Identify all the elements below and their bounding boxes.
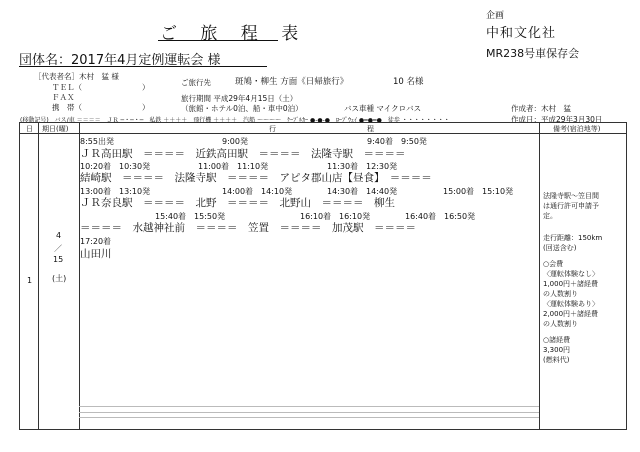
fax-field: ＦＡＸ bbox=[52, 93, 75, 102]
planner-subname: MR238号車保存会 bbox=[486, 47, 580, 60]
day-number: 1 bbox=[27, 276, 33, 285]
group-underline bbox=[19, 66, 267, 67]
time-label: 17:20着 bbox=[80, 237, 112, 246]
transport-legend: (移動記号) バス/車 ＝＝＝＝ ＪＲ ─・─・─ 私鉄 ＋＋＋＋ 飛行機 ＋＋＋＋ 汽船 ～～～～ ｹｰﾌﾞﾙｶｰ ●-●-● ﾛｰﾌﾟｳｪｲ ●━●━● 徒歩 ・・・・・・・・ bbox=[20, 117, 450, 124]
time-label: 16:40着 16:50発 bbox=[405, 212, 476, 221]
destination-value: 斑鳩・柳生 方面《日帰旅行》 bbox=[235, 77, 349, 87]
time-label: 16:10着 16:10発 bbox=[300, 212, 371, 221]
note-line: 走行距離：150km bbox=[543, 234, 603, 242]
creator: 作成者：木村 猛 bbox=[511, 104, 571, 113]
travel-period: 旅行期間 平成29年4月15日（土） bbox=[181, 94, 298, 103]
group-name: 団体名：2017年4月定例運転会 様 bbox=[19, 53, 221, 68]
planner-name: 中和文化社 bbox=[486, 26, 557, 41]
row-guide bbox=[79, 412, 539, 413]
mobile-field: 携 帯（ ） bbox=[52, 103, 150, 112]
note-line: ○会費 bbox=[543, 260, 564, 268]
row-guide bbox=[79, 406, 539, 407]
note-line: 法隆寺駅～笠目間 bbox=[543, 192, 599, 200]
time-label: 15:00着 15:10発 bbox=[443, 187, 514, 196]
note-line: 〈運転体験なし〉 bbox=[543, 270, 599, 278]
note-line: (回送含む) bbox=[543, 244, 577, 252]
lodging-info: （旅館・ホテル0泊、船・車中0泊） bbox=[181, 104, 303, 113]
route-line: ＪＲ高田駅 ＝＝＝＝ 近鉄高田駅 ＝＝＝＝ 法隆寺駅 ＝＝＝＝ bbox=[80, 148, 406, 160]
note-spacer bbox=[543, 221, 602, 233]
time-label: 8:55出発 bbox=[80, 137, 114, 146]
time-label: 13:00着 13:10発 bbox=[80, 187, 151, 196]
document-title: ご 旅 程 表 bbox=[160, 24, 308, 44]
col-header-itinerary: 行 程 bbox=[269, 125, 374, 133]
note-line: 定。 bbox=[543, 212, 557, 220]
note-line: の人数割り bbox=[543, 290, 578, 298]
route-line: ＝＝＝＝ 水越神社前 ＝＝＝＝ 笠置 ＝＝＝＝ 加茂駅 ＝＝＝＝ bbox=[80, 222, 416, 234]
note-line: ○諸経費 bbox=[543, 336, 571, 344]
date-day: 15 bbox=[53, 255, 64, 264]
route-line: ＪＲ奈良駅 ＝＝＝＝ 北野 ＝＝＝＝ 北野山 ＝＝＝＝ 柳生 bbox=[80, 197, 395, 209]
tel-field: ＴＥＬ（ ） bbox=[52, 83, 150, 92]
date-month: 4 bbox=[56, 231, 62, 240]
route-line: 結崎駅 ＝＝＝＝ 法隆寺駅 ＝＝＝＝ アピタ郡山店【昼食】 ＝＝＝＝ bbox=[80, 172, 432, 184]
time-label: 14:00着 14:10発 bbox=[222, 187, 293, 196]
representative: ［代表者名］木村 猛 様 bbox=[34, 72, 119, 81]
col-divider-notes bbox=[539, 123, 540, 429]
time-label: 15:40着 15:50発 bbox=[155, 212, 226, 221]
note-line: 〈運転体験あり〉 bbox=[543, 300, 599, 308]
note-line: 3,300円 bbox=[543, 346, 571, 354]
note-line: 1,000円＋諸経費 bbox=[543, 280, 599, 288]
note-line: の人数割り bbox=[543, 320, 578, 328]
destination-label: ご旅行先 bbox=[181, 78, 211, 87]
bus-type: バス車種 マイクロバス bbox=[344, 104, 422, 113]
time-label: 9:40着 9:50発 bbox=[367, 137, 427, 146]
col-divider-day bbox=[38, 123, 39, 429]
notes-block bbox=[543, 191, 602, 365]
time-label: 9:00発 bbox=[222, 137, 248, 146]
col-header-day: 日 bbox=[26, 125, 33, 133]
title-underline bbox=[158, 40, 278, 41]
people-count: 10 名様 bbox=[393, 77, 424, 87]
planner-label: 企画 bbox=[486, 11, 505, 21]
col-header-date: 期日(曜) bbox=[42, 125, 69, 133]
time-label: 11:30着 12:30発 bbox=[327, 162, 398, 171]
time-label: 14:30着 14:40発 bbox=[327, 187, 398, 196]
note-line: 2,000円＋諸経費 bbox=[543, 310, 599, 318]
note-line: (燃料代) bbox=[543, 356, 570, 364]
note-line: は通行許可申請予 bbox=[543, 202, 599, 210]
date-weekday: (土) bbox=[52, 274, 67, 283]
created-date: 作成日：平成29年3月30日 bbox=[511, 115, 603, 124]
route-line: 山田川 bbox=[80, 248, 112, 260]
col-header-notes: 備考(宿泊地等) bbox=[553, 125, 601, 133]
time-label: 11:00着 11:10発 bbox=[198, 162, 269, 171]
row-guide bbox=[79, 417, 539, 418]
time-label: 10:20着 10:30発 bbox=[80, 162, 151, 171]
date-separator: ／ bbox=[54, 244, 62, 253]
